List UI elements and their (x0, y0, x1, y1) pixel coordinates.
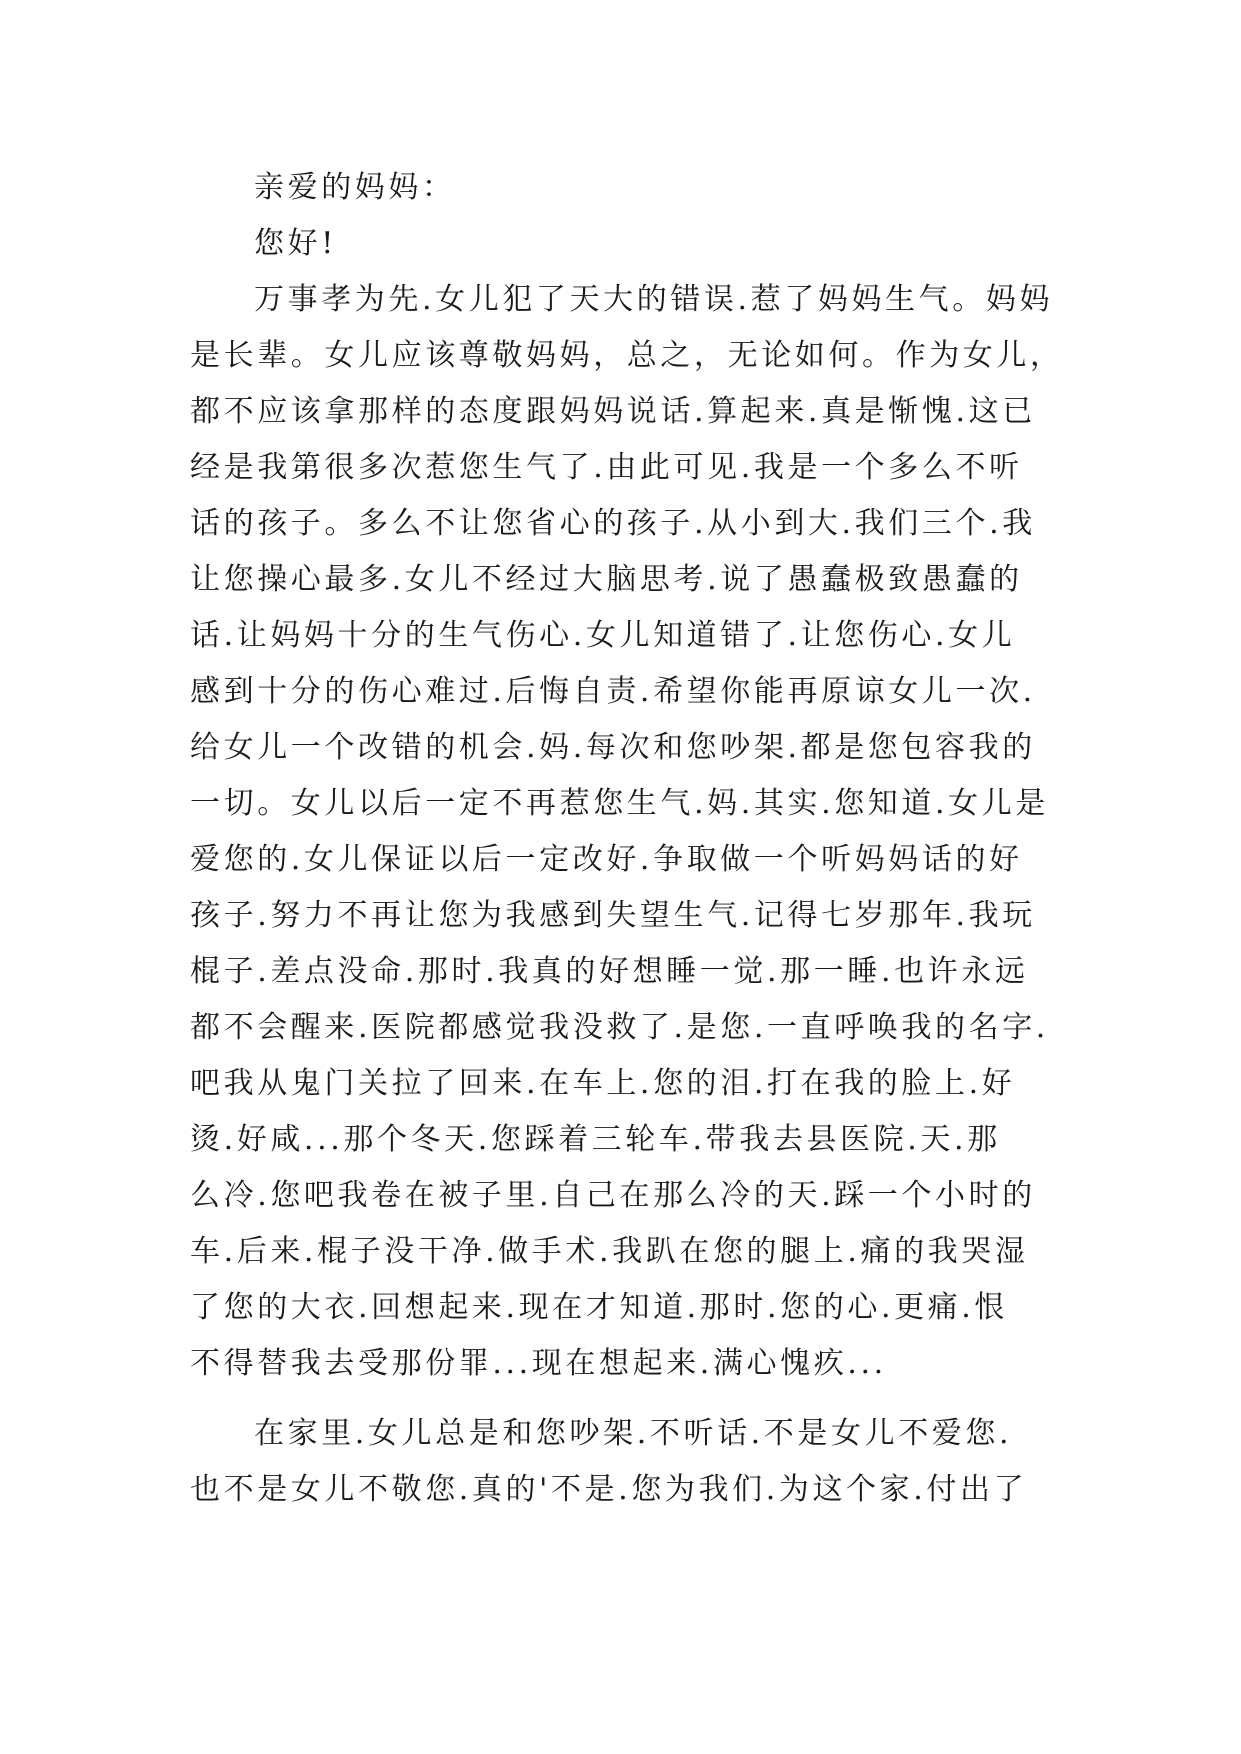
paragraph-line: 话.让妈妈十分的生气伤心.女儿知道错了.让您伤心.女儿 (190, 618, 1016, 653)
paragraph-line: 也不是女儿不敬您.真的'不是.您为我们.为这个家.付出了 (190, 1472, 1028, 1507)
paragraph-line: 话的孩子。多么不让您省心的孩子.从小到大.我们三个.我 (190, 506, 1036, 541)
paragraph-line: 不得替我去受那份罪...现在想起来.满心愧疚... (190, 1346, 887, 1381)
paragraph-2 (190, 1406, 1060, 1518)
paragraph-line: 一切。女儿以后一定不再惹您生气.妈.其实.您知道.女儿是 (190, 786, 1049, 821)
paragraph-line: 爱您的.女儿保证以后一定改好.争取做一个听妈妈话的好 (190, 842, 1023, 877)
paragraph-line: 烫.好咸...那个冬天.您踩着三轮车.带我去县医院.天.那 (190, 1122, 1001, 1157)
salutation: 亲爱的妈妈： (254, 170, 456, 205)
paragraph-line: 给女儿一个改错的机会.妈.每次和您吵架.都是您包容我的 (190, 730, 1036, 765)
paragraph-line: 都不会醒来.医院都感觉我没救了.是您.一直呼唤我的名字. (190, 1010, 1049, 1045)
paragraph-line: 让您操心最多.女儿不经过大脑思考.说了愚蠢极致愚蠢的 (190, 562, 1023, 597)
paragraph-line: 了您的大衣.回想起来.现在才知道.那时.您的心.更痛.恨 (190, 1290, 1009, 1325)
paragraph-line: 感到十分的伤心难过.后悔自责.希望你能再原谅女儿一次. (190, 674, 1036, 709)
paragraph-line: 都不应该拿那样的态度跟妈妈说话.算起来.真是惭愧.这已 (190, 394, 1036, 429)
paragraph-line: 棍子.差点没命.那时.我真的好想睡一觉.那一睡.也许永远 (190, 954, 1029, 989)
paragraph-line: 么冷.您吧我卷在被子里.自己在那么冷的天.踩一个小时的 (190, 1178, 1036, 1213)
paragraph-line: 经是我第很多次惹您生气了.由此可见.我是一个多么不听 (190, 450, 1023, 485)
greeting: 您好! (254, 226, 337, 261)
letter-body (190, 160, 1064, 1518)
paragraph-line: 在家里.女儿总是和您吵架.不听话.不是女儿不爱您. (254, 1416, 1013, 1451)
paragraph-line: 万事孝为先.女儿犯了天大的错误.惹了妈妈生气。妈妈 (254, 282, 1054, 317)
paragraph-line: 孩子.努力不再让您为我感到失望生气.记得七岁那年.我玩 (190, 898, 1036, 933)
paragraph-line: 是长辈。女儿应该尊敬妈妈，总之，无论如何。作为女儿， (190, 338, 1064, 373)
paragraph-line: 车.后来.棍子没干净.做手术.我趴在您的腿上.痛的我哭湿 (190, 1234, 1029, 1269)
paragraph-line: 吧我从鬼门关拉了回来.在车上.您的泪.打在我的脸上.好 (190, 1066, 1016, 1101)
paragraph-1 (190, 272, 1064, 1392)
